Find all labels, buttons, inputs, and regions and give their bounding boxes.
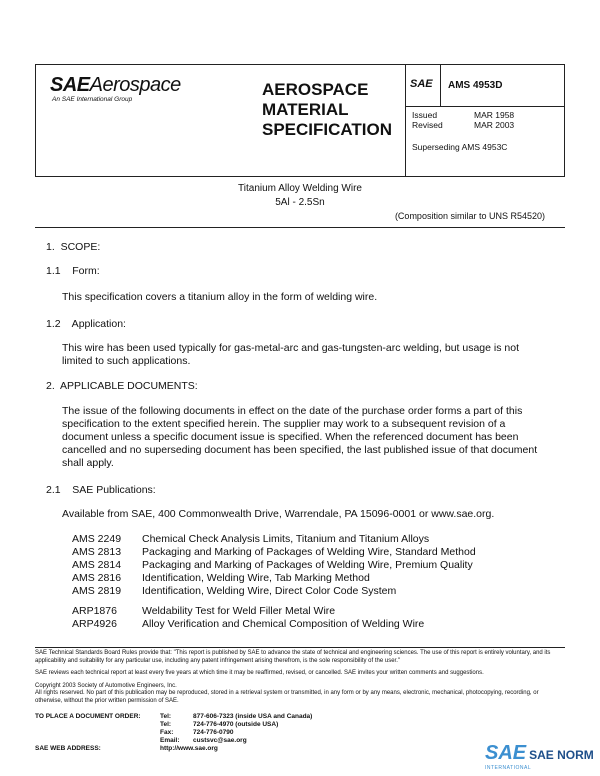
sae-aerospace-logo [50, 74, 181, 103]
doc-type-title [262, 80, 392, 140]
footer-rights: All rights reserved. No part of this publication may be reproduced, stored in a retrieval system or transmitted, in any form or by any means, electronic, mechanical, photocopying, recording, or otherwise, without the prior written permission of SAE. [35, 690, 539, 704]
header-divider-1 [405, 64, 406, 176]
header-top-border [35, 64, 565, 65]
title-line-1: AEROSPACE [262, 80, 369, 99]
footer-copyright: Copyright 2003 Society of Automotive Engineers, Inc. [35, 683, 177, 689]
logo-subtitle: An SAE International Group [52, 96, 133, 103]
section-1-heading: 1. SCOPE: [46, 241, 101, 253]
section-1-2-heading: 1.2 Application: [46, 318, 126, 330]
contact-label: Email: [160, 737, 180, 744]
norm-logo-sae: SAE [485, 742, 527, 764]
ref-title: Packaging and Marking of Packages of Welding Wire, Standard Method [142, 546, 476, 558]
header-bottom-border [35, 176, 565, 177]
footer-review: SAE reviews each technical report at least every five years at which time it may be reaffirmed, revised, or cancelled. SAE invites your written comments and suggestions. [35, 670, 484, 676]
ref-code: AMS 2813 [72, 546, 122, 558]
ref-title: Identification, Welding Wire, Direct Color Code System [142, 585, 397, 597]
contact-value: 724-776-4970 (outside USA) [193, 721, 279, 728]
revised-label: Revised [412, 120, 443, 130]
ref-code: AMS 2819 [72, 585, 122, 597]
ref-code: ARP4926 [72, 618, 117, 630]
norm-logo-tag: INTERNATIONAL [485, 765, 532, 771]
section-1-1-heading: 1.1 Form: [46, 265, 100, 277]
issued-value: MAR 1958 [474, 110, 515, 120]
contact-label: Tel: [160, 713, 172, 720]
issued-label: Issued [412, 110, 438, 120]
sae-norm-logo [485, 742, 594, 771]
ref-code: ARP1876 [72, 605, 117, 617]
section-1-1-text: This specification covers a titanium alloy in the form of welding wire. [62, 291, 378, 303]
order-label: TO PLACE A DOCUMENT ORDER: [35, 713, 141, 720]
title-line-3: SPECIFICATION [262, 120, 393, 139]
subtitle-line-1: Titanium Alloy Welding Wire [238, 183, 362, 194]
logo-brand: Aerospace [89, 74, 181, 96]
composition-note: (Composition similar to UNS R54520) [394, 211, 545, 221]
doc-number: AMS 4953D [448, 80, 503, 91]
footer-rules: SAE Technical Standards Board Rules provide that: "This report is published by SAE to advance the state of technical and engineering sciences. The use of this report is entirely voluntary, and its applicability and suitability for any particular use, including any patent infringement arising therefrom, is the sole responsibility of the user." [35, 650, 551, 664]
contact-value: 724-776-0790 [193, 729, 234, 736]
header-left-border [35, 64, 36, 176]
header-divider-2 [440, 64, 441, 106]
logo-brand-bold: SAE [50, 74, 90, 96]
section-2-1-text: Available from SAE, 400 Commonwealth Drive, Warrendale, PA 15096-0001 or www.sae.org. [62, 508, 495, 520]
section-2-1-heading: 2.1 SAE Publications: [46, 484, 156, 496]
superseding: Superseding AMS 4953C [412, 142, 508, 152]
contact-value: custsvc@sae.org [193, 737, 247, 744]
ref-code: AMS 2816 [72, 572, 122, 584]
title-line-2: MATERIAL [262, 100, 349, 119]
ref-title: Chemical Check Analysis Limits, Titanium and Titanium Alloys [142, 533, 430, 545]
contact-value: 877-606-7323 (inside USA and Canada) [193, 713, 313, 720]
web-label: SAE WEB ADDRESS: [35, 745, 101, 752]
norm-logo-text: SAE NORM [529, 748, 594, 762]
header-divider-h [405, 106, 565, 107]
small-sae-logo: SAE [410, 78, 433, 90]
ref-title: Packaging and Marking of Packages of Welding Wire, Premium Quality [142, 559, 473, 571]
revised-value: MAR 2003 [474, 120, 515, 130]
contact-label: Tel: [160, 721, 172, 728]
ref-code: AMS 2249 [72, 533, 122, 545]
contact-label: Fax: [160, 729, 174, 736]
ref-title: Alloy Verification and Chemical Composition of Welding Wire [142, 618, 425, 630]
subtitle-line-2: 5Al - 2.5Sn [275, 197, 325, 208]
section-2-heading: 2. APPLICABLE DOCUMENTS: [46, 380, 198, 392]
ref-title: Identification, Welding Wire, Tab Marking Method [142, 572, 370, 584]
web-address: http://www.sae.org [160, 745, 218, 752]
ref-title: Weldability Test for Weld Filler Metal Wire [142, 605, 336, 617]
footer-top-border [35, 647, 565, 648]
ref-code: AMS 2814 [72, 559, 122, 571]
header-right-border [564, 64, 565, 176]
section-2-text: The issue of the following documents in effect on the date of the purchase order forms a part of this specification to the extent specified herein. The supplier may work to a subsequent revision of a document unless a specific document issue is specified. When the referenced document has been cancelled and no superseding document has been specified, the last published issue of that document shall apply. [62, 405, 538, 469]
subtitle-bottom-border [35, 227, 565, 228]
section-1-2-text: This wire has been used typically for gas-metal-arc and gas-tungsten-arc welding, but usage is not limited to such applications. [62, 342, 519, 367]
